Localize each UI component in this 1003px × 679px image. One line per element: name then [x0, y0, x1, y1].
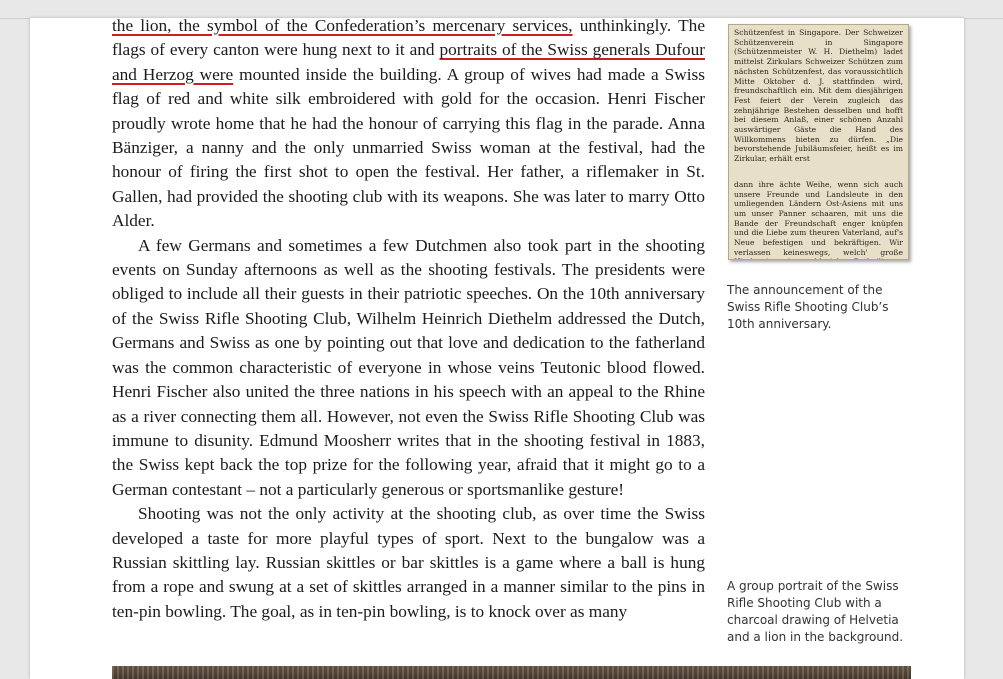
- paragraph-1-text-b: mounted inside the building. A group of wives had made a Swiss flag of red and white silk embroidered with gold for the occasion. Henri Fischer proudly wrote home that he had the honour of carrying this flag in the parade. Anna Bänziger, a nanny and the only unmarried Swiss woman at the festival, had the honour of firing the first shot to open the festival. Her father, a riflemaker in St. Gallen, had provided the shooting club with its weapons. She was later to marry Otto Alder.: [112, 64, 705, 231]
- caption-group-portrait: A group portrait of the Swiss Rifle Shooting Club with a charcoal drawing of Helvetia and a lion in the background.: [727, 579, 904, 644]
- book-page: [30, 18, 964, 679]
- paragraph-3: Shooting was not the only activity at the shooting club, as over time the Swiss developed a taste for more playful types of sport. Next to the bungalow was a Russian skittling lay. Russian skittles or bar skittles is a game where a ball is hung from a rope and swung at a set of skittles arranged in a manner similar to the pins in ten-pin bowling. The goal, as in ten-pin bowling, is to knock over as many: [112, 504, 705, 621]
- newspaper-clipping-image: [728, 24, 909, 260]
- caption-announcement: The announcement of the Swiss Rifle Shooting Club’s 10th anniversary.: [727, 283, 889, 331]
- paragraph-1: [112, 18, 705, 234]
- group-portrait-photo: [112, 666, 911, 679]
- highlight-lion: the lion, the symbol of the Confederation’s mercenary services,: [112, 18, 573, 35]
- article-body: [112, 18, 705, 624]
- newspaper-text-bottom: dann ihre ächte Weihe, wenn sich auch unsere Freunde und Landsleute in den umliegenden Ländern Ost-Asiens mit uns um unser Panner schaaren, mit uns die Bande der Freundschaft enger knüpfen und die Liebe zum theuren Vaterland, auf's Neue befestigen und bekräftigen. Wir verlassen keineswegs, welch' große: [734, 179, 903, 257]
- newspaper-gap: [734, 164, 903, 180]
- newspaper-text-top: Schützenfest in Singapore. Der Schweizer Schützenverein in Singapore (Schützenmeister W. H. Diethelm) ladet mittelst Zirkulars Schweizer Schützen zum nächsten Schützenfest, das voraussichtlich Mitte Oktober d. J. stattfinden wird, freundschaftlich ein. Mit dem diesjährigen Fest feiert der Verein zugleich das zehnjährige Bestehen desselben und hofft bei diesem Anlaß, einer schönen Anzahl auswärtiger Gäste die Hand des Willkommens bieten zu dürfen. „Die bevorstehende Jubiläumsfeier, heißt es im Zirkular, erhält erst: [734, 28, 903, 164]
- paragraph-1-text-a: unthinkingly. The flags of every canton were hung next to it and: [112, 18, 705, 60]
- highlight-portraits: portraits of the Swiss generals Dufour and Herzog were: [112, 40, 705, 84]
- paragraph-2: A few Germans and sometimes a few Dutchmen also took part in the shooting events on Sunday afternoons as well as the shooting festivals. The presidents were obliged to include all their guests in their patriotic speeches. On the 10th anniversary of the Swiss Rifle Shooting Club, Wilhelm Heinrich Diethelm addressed the Dutch, Germans and Swiss as one by pointing out that love and dedication to the fatherland was the common characteristic of everyone in whose veins Teutonic blood flowed. Henri Fischer also united the three nations in his speech with an appeal to the Rhine as a river connecting them all. However, not even the Swiss Rifle Shooting Club was immune to disunity. Edmund Moosherr writes that in the shooting festival in 1883, the Swiss kept back the top prize for the following year, afraid that it might go to a German contestant – not a particularly generous or sportsmanlike gesture!: [112, 235, 705, 499]
